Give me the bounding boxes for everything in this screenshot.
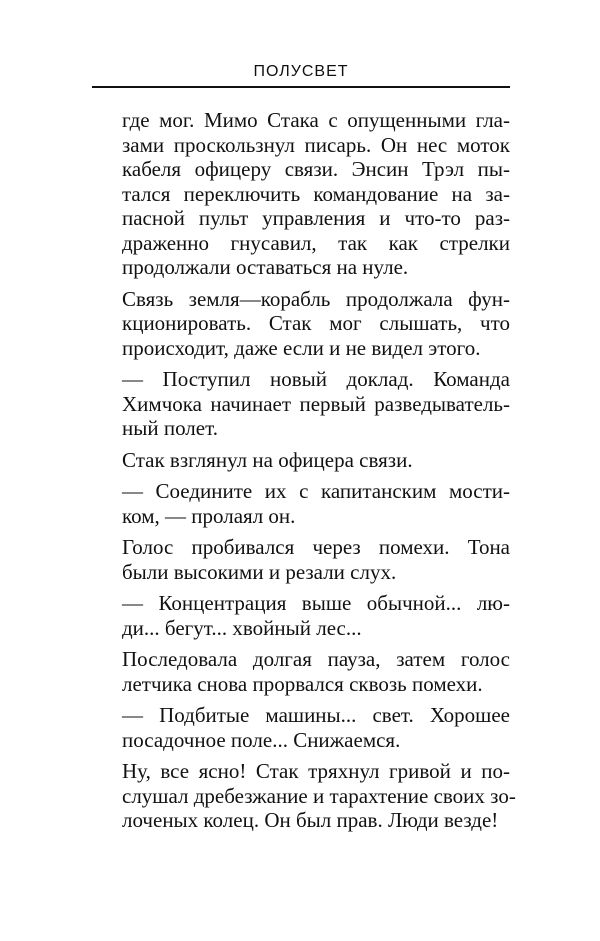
text-line: — Концентрация выше обычной... лю- <box>122 591 510 615</box>
text-line: зами проскользнул писарь. Он нес моток <box>122 132 510 157</box>
text-line: пасной пульт управления и что-то раз- <box>122 206 510 230</box>
paragraph-2 <box>92 287 510 361</box>
text-line: Голос пробивался через помехи. Тона <box>122 535 510 559</box>
text-line: ди... бегут... хвойный лес... <box>122 615 362 640</box>
paragraph-6 <box>92 535 510 584</box>
text-line: ком, — пролаял он. <box>122 503 296 528</box>
text-line: Последовала долгая пауза, затем голос <box>122 647 510 671</box>
text-line: драженно гнусавил, так как стрелки <box>122 230 510 255</box>
running-title: ПОЛУСВЕТ <box>253 63 349 80</box>
paragraph-4 <box>92 448 510 473</box>
paragraph-5 <box>92 479 510 528</box>
text-line: тался переключить командование на за- <box>122 181 510 206</box>
paragraph-10 <box>92 759 516 833</box>
text-line: ный полет. <box>122 416 218 440</box>
text-line: кционировать. Стак мог слышать, что <box>122 311 510 335</box>
paragraph-8 <box>92 647 510 696</box>
text-line: кабеля офицеру связи. Энсин Трэл пы- <box>122 157 510 181</box>
paragraph-1 <box>92 108 510 280</box>
paragraph-7 <box>92 591 510 640</box>
paragraph-3 <box>92 367 510 441</box>
paragraph-9 <box>92 703 510 752</box>
text-line: происходит, даже если и не видел этого. <box>122 335 481 360</box>
text-line: Химчока начинает первый разведыватель- <box>122 391 510 416</box>
header-rule <box>92 86 510 88</box>
text-line: — Подбитые машины... свет. Хорошее <box>122 703 510 727</box>
text-line: были высокими и резали слух. <box>122 559 397 584</box>
text-line: Связь земля—корабль продолжала фун- <box>122 286 510 311</box>
text-line: посадочное поле... Снижаемся. <box>122 727 401 752</box>
body-text <box>92 108 516 840</box>
text-line: Стак взглянул на офицера связи. <box>122 447 413 472</box>
text-line: — Поступил новый доклад. Команда <box>122 367 510 391</box>
text-line: лоченых колец. Он был прав. Люди везде! <box>122 808 499 832</box>
text-line: — Соедините их с капитанским мости- <box>122 479 510 503</box>
text-line: слушал дребезжание и тарахтение своих зо- <box>122 783 516 808</box>
text-line: где мог. Мимо Стака с опущенными гла- <box>122 108 510 132</box>
text-line: Ну, все ясно! Стак тряхнул гривой и по- <box>122 759 510 783</box>
text-line: продолжали оставаться на нуле. <box>122 255 409 279</box>
text-line: летчика снова прорвался сквозь помехи. <box>122 671 483 696</box>
